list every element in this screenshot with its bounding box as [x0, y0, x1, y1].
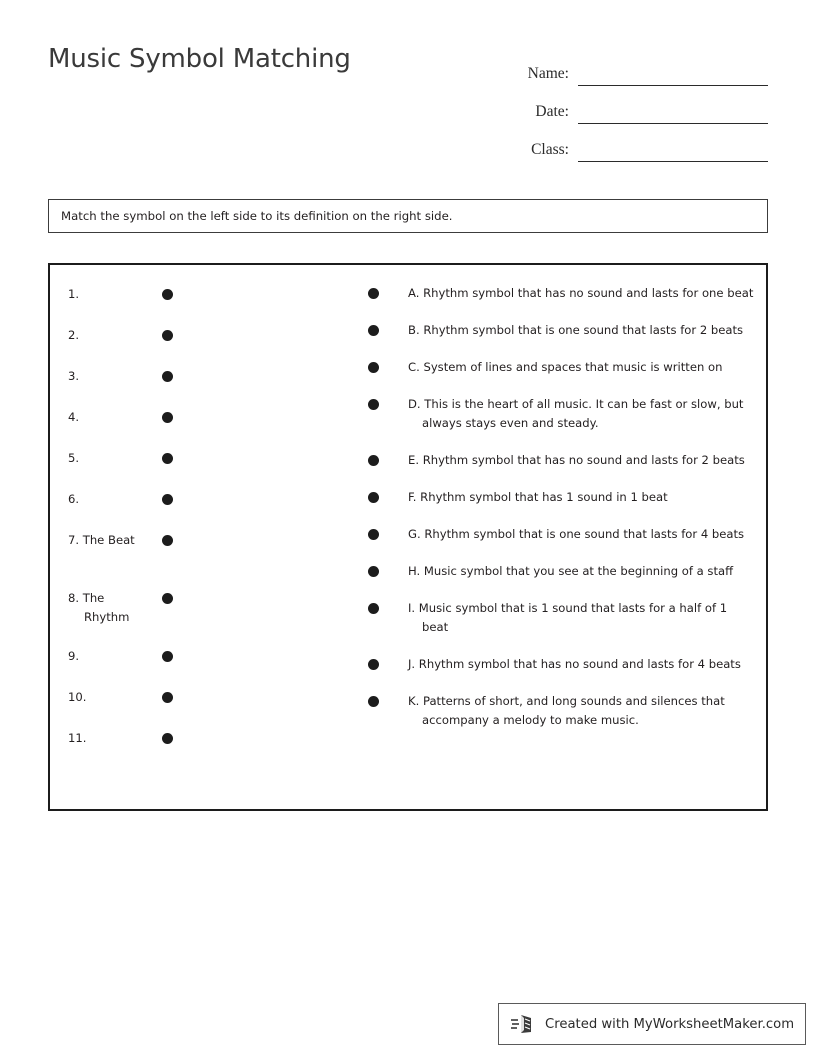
left-item-label: 1. [68, 287, 80, 301]
right-item-text: G. Rhythm symbol that is one sound that lasts for 4 beats [408, 527, 745, 541]
left-item-label: 4. [68, 410, 80, 424]
right-item-text: K. Patterns of short, and long sounds and silences that accompany a melody to make music. [408, 694, 725, 727]
class-field-label: Class: [531, 141, 569, 158]
left-match-dot[interactable] [162, 593, 173, 604]
right-item [368, 488, 754, 507]
left-item-label: 11. [68, 731, 87, 745]
left-item [68, 449, 228, 490]
left-match-dot[interactable] [162, 494, 173, 505]
footer-badge-text: Created with MyWorksheetMaker.com [545, 1016, 795, 1032]
right-item-text: H. Music symbol that you see at the beginning of a staff [408, 564, 734, 578]
left-item-label: 2. [68, 328, 80, 342]
right-match-dot[interactable] [368, 288, 379, 299]
right-column [368, 284, 754, 748]
left-match-dot[interactable] [162, 330, 173, 341]
right-match-dot[interactable] [368, 399, 379, 410]
right-item [368, 562, 754, 581]
right-item [368, 655, 754, 674]
footer-badge [498, 1003, 806, 1045]
left-column [68, 285, 228, 770]
right-match-dot[interactable] [368, 603, 379, 614]
right-item [368, 284, 754, 303]
left-item-label: 10. [68, 690, 87, 704]
right-item-text: E. Rhythm symbol that has no sound and lasts for 2 beats [408, 453, 745, 467]
instruction-box [48, 199, 768, 233]
right-item [368, 692, 754, 730]
right-item-text: I. Music symbol that is 1 sound that lasts for a half of 1 beat [408, 601, 728, 634]
right-match-dot[interactable] [368, 659, 379, 670]
left-item-label: 3. [68, 369, 80, 383]
left-match-dot[interactable] [162, 651, 173, 662]
left-item [68, 326, 228, 367]
right-match-dot[interactable] [368, 325, 379, 336]
left-item-label: 8. The Rhythm [68, 591, 130, 624]
left-match-dot[interactable] [162, 412, 173, 423]
worksheet-maker-logo-icon [511, 1013, 537, 1035]
date-field-label: Date: [535, 103, 569, 120]
right-match-dot[interactable] [368, 696, 379, 707]
matching-exercise-box [48, 263, 768, 811]
instruction-text: Match the symbol on the left side to its definition on the right side. [61, 209, 453, 223]
right-item [368, 525, 754, 544]
class-input-line[interactable] [578, 142, 768, 162]
left-match-dot[interactable] [162, 289, 173, 300]
right-item [368, 599, 754, 637]
left-match-dot[interactable] [162, 535, 173, 546]
right-item-text: J. Rhythm symbol that has no sound and lasts for 4 beats [408, 657, 741, 671]
class-field-row [468, 124, 768, 162]
right-item-text: B. Rhythm symbol that is one sound that lasts for 2 beats [408, 323, 744, 337]
left-item-label: 7. The Beat [68, 533, 135, 547]
page-title: Music Symbol Matching [48, 44, 351, 74]
right-item [368, 395, 754, 433]
left-item [68, 367, 228, 408]
right-item-text: A. Rhythm symbol that has no sound and lasts for one beat [408, 286, 754, 300]
left-match-dot[interactable] [162, 453, 173, 464]
left-item [68, 729, 228, 770]
left-item [68, 688, 228, 729]
right-match-dot[interactable] [368, 362, 379, 373]
left-item-label: 6. [68, 492, 80, 506]
date-input-line[interactable] [578, 104, 768, 124]
right-match-dot[interactable] [368, 492, 379, 503]
left-item [68, 490, 228, 531]
right-item-text: F. Rhythm symbol that has 1 sound in 1 beat [408, 490, 668, 504]
left-match-dot[interactable] [162, 733, 173, 744]
date-field-row [468, 86, 768, 124]
right-match-dot[interactable] [368, 455, 379, 466]
left-item [68, 285, 228, 326]
left-item [68, 647, 228, 688]
left-item [68, 408, 228, 449]
right-item-text: D. This is the heart of all music. It can be fast or slow, but always stays even and steady. [408, 397, 744, 430]
left-item-label: 9. [68, 649, 80, 663]
left-match-dot[interactable] [162, 692, 173, 703]
student-info-fields [468, 48, 768, 162]
worksheet-header [48, 44, 768, 164]
left-item-label: 5. [68, 451, 80, 465]
right-match-dot[interactable] [368, 566, 379, 577]
right-item [368, 451, 754, 470]
right-item-text: C. System of lines and spaces that music is written on [408, 360, 723, 374]
right-item [368, 321, 754, 340]
right-item [368, 358, 754, 377]
name-input-line[interactable] [578, 66, 768, 86]
name-field-label: Name: [527, 65, 569, 82]
left-match-dot[interactable] [162, 371, 173, 382]
right-match-dot[interactable] [368, 529, 379, 540]
left-item [68, 589, 228, 647]
left-item [68, 531, 228, 589]
name-field-row [468, 48, 768, 86]
